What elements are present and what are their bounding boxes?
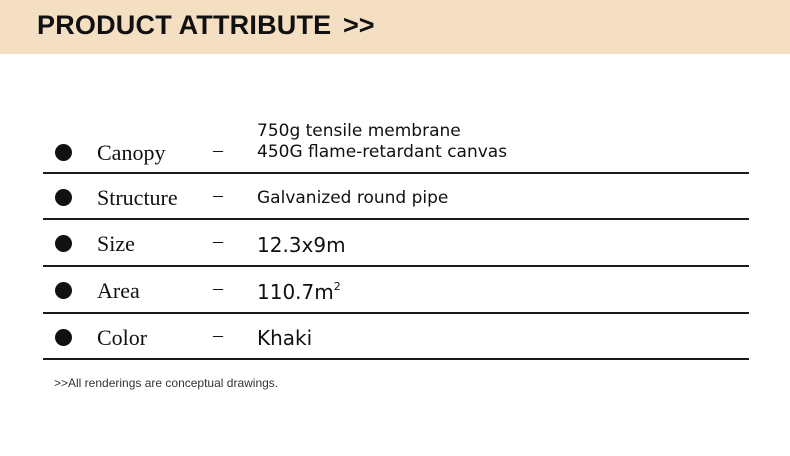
separator-dash: – <box>213 277 223 299</box>
attribute-row-structure <box>43 174 749 220</box>
bullet-icon <box>55 282 72 299</box>
attribute-value-text: 110.7m <box>257 280 334 304</box>
attribute-label: Area <box>97 278 140 303</box>
attribute-table <box>43 121 749 360</box>
bullet-icon <box>55 189 72 206</box>
header-bar <box>0 0 790 54</box>
attribute-value-line: 450G flame-retardant canvas <box>257 142 508 162</box>
attribute-row-color <box>43 314 749 360</box>
bullet-icon <box>55 235 72 252</box>
attribute-label: Canopy <box>97 140 166 165</box>
bullet-icon <box>55 329 72 346</box>
attribute-row-canopy <box>43 121 749 174</box>
attribute-value <box>257 280 341 304</box>
page-title: PRODUCT ATTRIBUTE <box>37 10 332 40</box>
separator-dash: – <box>213 324 223 346</box>
attribute-row-size <box>43 220 749 267</box>
separator-dash: – <box>213 184 223 206</box>
bullet-icon <box>55 144 72 161</box>
attribute-value-line: 750g tensile membrane <box>257 121 461 141</box>
attribute-value: 12.3x9m <box>257 233 346 257</box>
separator-dash: – <box>213 230 223 252</box>
footnote: >>All renderings are conceptual drawings. <box>54 376 279 390</box>
attribute-value: Khaki <box>257 326 313 350</box>
double-arrow-icon: >> <box>343 10 375 40</box>
separator-dash: – <box>213 139 223 161</box>
attribute-label: Color <box>97 325 148 350</box>
attribute-label: Size <box>97 231 135 256</box>
unit-superscript: 2 <box>333 280 341 293</box>
attribute-row-area <box>43 267 749 314</box>
attribute-label: Structure <box>97 185 178 210</box>
attribute-value <box>257 121 507 163</box>
attribute-value: Galvanized round pipe <box>257 188 449 208</box>
